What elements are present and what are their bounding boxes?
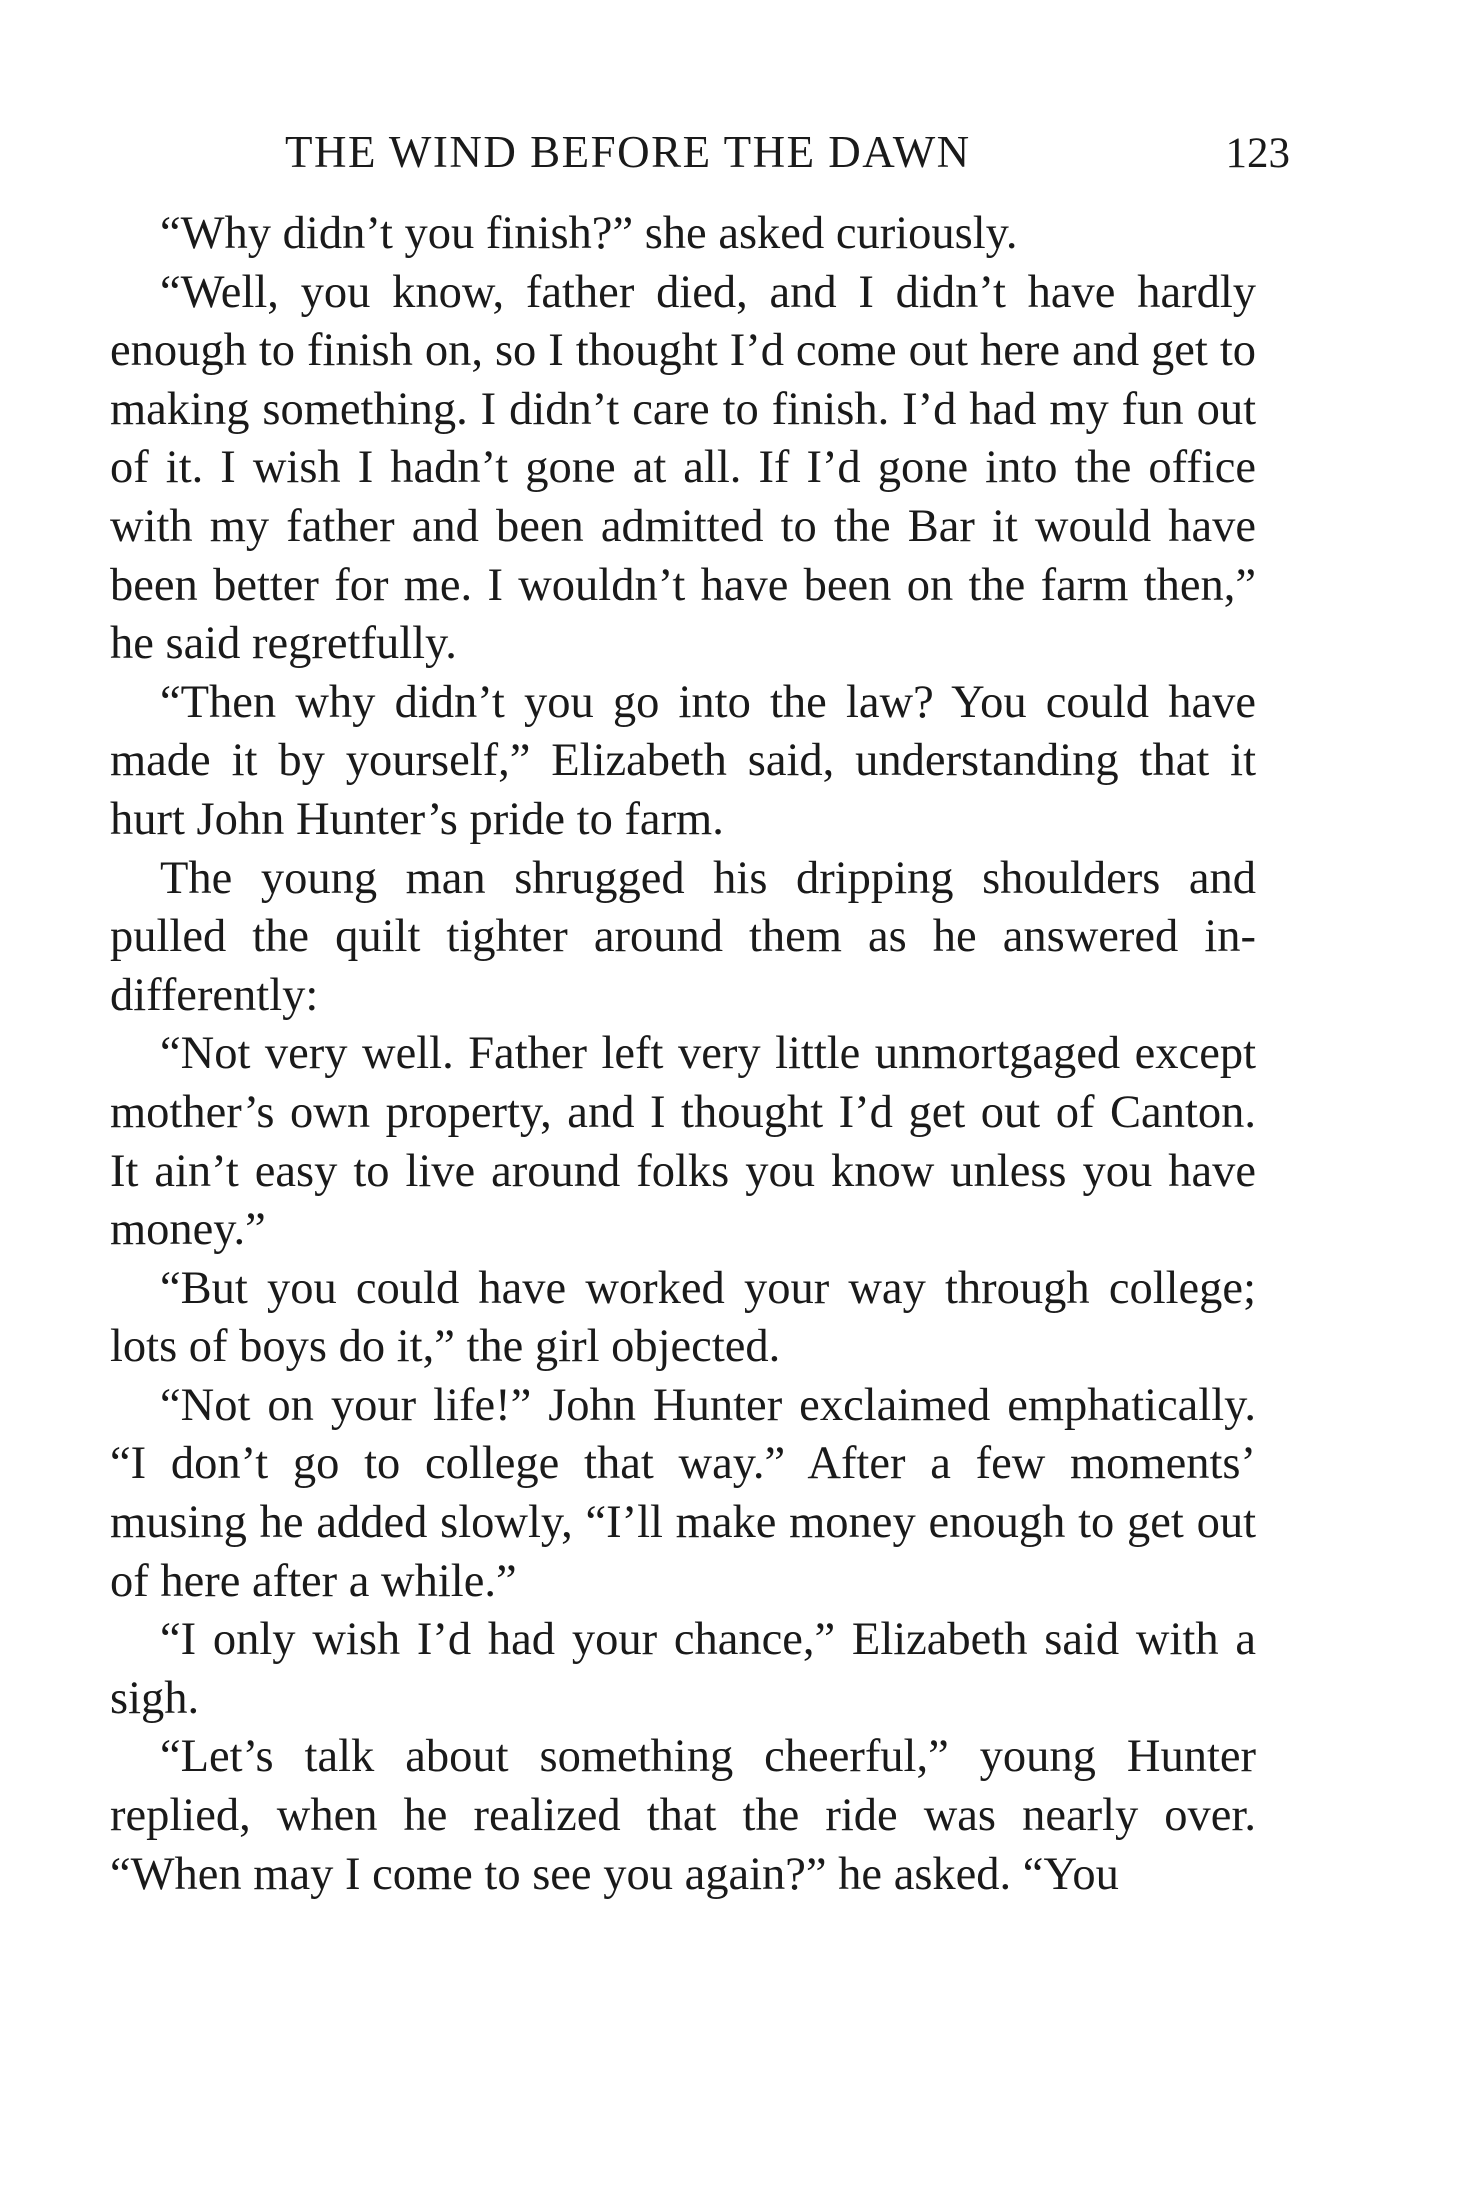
paragraph: “I only wish I’d had your chance,” Elizabeth said with a sigh.	[110, 1614, 1256, 1724]
paragraph: “Not very well. Father left very little unmortgaged except mother’s own property, and I thought I’d get out of Canton. It ain’t easy to live around folks you know unless you have money.”	[110, 1028, 1256, 1256]
paragraph: “Why didn’t you finish?” she asked curiously.	[160, 208, 1018, 259]
paragraph: “Not on your life!” John Hunter exclaimed emphatically. “I don’t go to college that way.” After a few moments’ musing he added slowly, “I’ll make money enough to get out of here after a while.”	[110, 1379, 1256, 1607]
paragraph: “Well, you know, father died, and I didn’t have hardly enough to finish on, so I thought I’d come out here and get to making something. I didn’t care to finish. I’d had my fun out of it. I wish I hadn’t gone at all. If I’d gone into the office with my father and been admitted to the Bar it would have been better for me. I wouldn’t have been on the farm then,” he said regretfully.	[110, 266, 1256, 670]
page-number: 123	[1225, 130, 1290, 177]
paragraph: “But you could have worked your way through college; lots of boys do it,” the girl objected.	[110, 1262, 1256, 1373]
paragraph: “Then why didn’t you go into the law? You could have made it by yourself,” Elizabeth said, understanding that it hurt John Hunter’s pride to farm.	[110, 676, 1256, 845]
body-text	[110, 205, 1256, 1904]
paragraph: The young man shrugged his dripping shoulders and pulled the quilt tighter around them as he answered indifferently:	[110, 852, 1256, 1021]
running-title: THE WIND BEFORE THE DAWN	[285, 127, 971, 177]
paragraph: “Let’s talk about something cheerful,” young Hunter replied, when he realized that the ride was nearly over. “When may I come to see you again?” he asked. “You	[110, 1731, 1256, 1900]
running-head	[110, 122, 1290, 182]
